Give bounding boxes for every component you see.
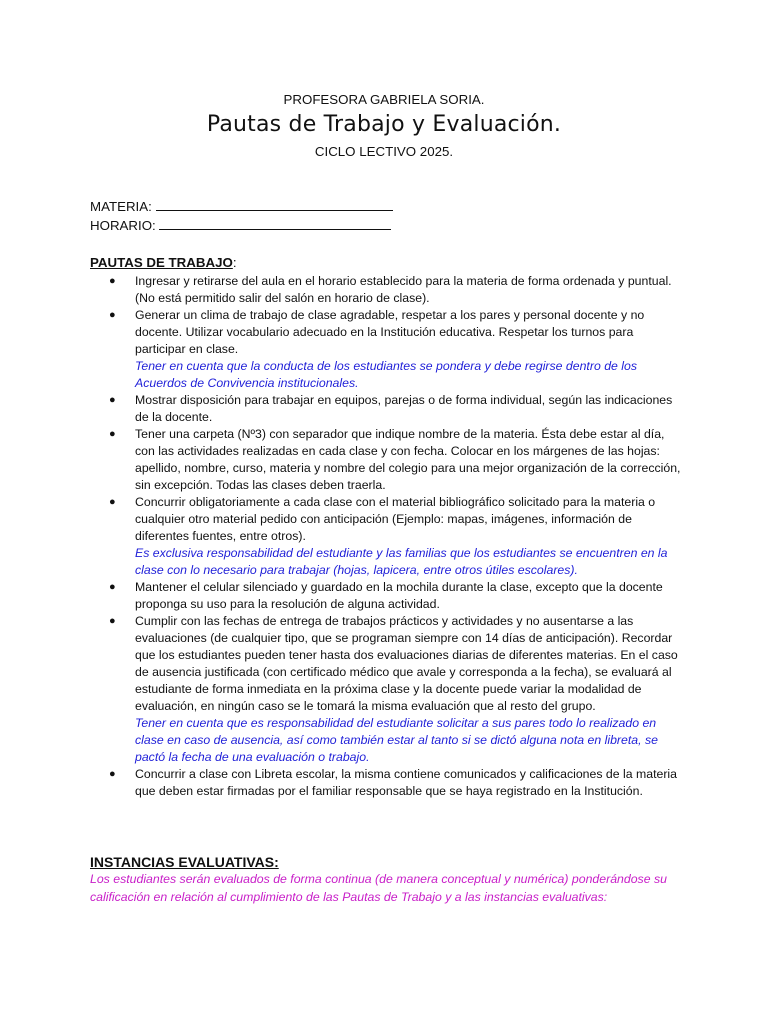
- schedule-label: HORARIO:: [90, 218, 156, 233]
- list-item-text: Concurrir a clase con Libreta escolar, la misma contiene comunicados y calificaciones de la materia que deben estar firmadas por el familiar responsable que se haya registrado en la Institución.: [135, 767, 677, 798]
- list-item: [109, 494, 684, 579]
- bullet-icon: ●: [109, 615, 116, 627]
- section-heading-colon: :: [232, 255, 237, 270]
- list-item-text: Concurrir obligatoriamente a cada clase con el material bibliográfico solicitado para la materia o cualquier otro material pedido con anticipación (Ejemplo: mapas, imágenes, información de diferentes fuentes, entre otros).: [135, 495, 656, 543]
- list-item: [109, 307, 684, 392]
- bullet-icon: ●: [109, 309, 116, 321]
- list-item-text: Mantener el celular silenciado y guardado en la mochila durante la clase, excepto que la docente proponga su uso para la resolución de alguna actividad.: [135, 580, 663, 611]
- list-item-text: Tener una carpeta (Nº3) con separador que indique nombre de la materia. Ésta debe estar al día, con las actividades realizadas en cada clase y con fecha. Colocar en los márgenes de las hojas: apellido, nombre, curso, materia y nombre del colegio para una mejor organización de la corrección, sin excepción. Todas las clases deben traerla.: [135, 427, 681, 492]
- list-item: [109, 392, 684, 426]
- document-title: Pautas de Trabajo y Evaluación.: [206, 112, 562, 137]
- work-rules-list: [109, 273, 684, 800]
- subject-blank-line: [156, 199, 393, 211]
- list-item-text: Generar un clima de trabajo de clase agradable, respetar a los pares y personal docente y no docente. Utilizar vocabulario adecuado en la Institución educativa. Respetar los turnos para participar en clase.: [135, 308, 645, 356]
- list-item-note: Tener en cuenta que la conducta de los estudiantes se pondera y debe regirse dentro de los Acuerdos de Convivencia institucionales.: [135, 359, 638, 390]
- list-item-text: Cumplir con las fechas de entrega de trabajos prácticos y actividades y no ausentarse a las evaluaciones (de cualquier tipo, que se programan siempre con 14 días de anticipación). Recordar que los estudiantes pueden tener hasta dos evaluaciones diarias de diferentes materias. En el caso de ausencia justificada (con certificado médico que avale y corresponda a la fecha), se evaluará al estudiante de forma inmediata en la próxima clase y la docente puede variar la modalidad de evaluación, en ningún caso se le tomará la misma evaluación que al resto del grupo.: [135, 614, 678, 713]
- list-item: [109, 273, 684, 307]
- list-item-note: Tener en cuenta que es responsabilidad del estudiante solicitar a sus pares todo lo realizado en clase en caso de ausencia, así como también estar al tanto si se dictó alguna nota en libreta, se pactó la fecha de una evaluación o trabajo.: [135, 716, 658, 764]
- bullet-icon: ●: [109, 581, 116, 593]
- section-heading-text: PAUTAS DE TRABAJO: [90, 255, 233, 270]
- section-heading-work-rules: [90, 255, 237, 270]
- schedule-field: [90, 218, 391, 233]
- subject-label: MATERIA:: [90, 199, 152, 214]
- teacher-name: PROFESORA GABRIELA SORIA.: [283, 92, 485, 107]
- subject-field: [90, 199, 393, 214]
- list-item: [109, 766, 684, 800]
- list-item: [109, 426, 684, 494]
- bullet-icon: ●: [109, 768, 116, 780]
- bullet-icon: ●: [109, 394, 116, 406]
- section-heading-evaluations: INSTANCIAS EVALUATIVAS:: [90, 854, 279, 870]
- list-item: [109, 579, 684, 613]
- schedule-blank-line: [159, 218, 391, 230]
- list-item-text: Mostrar disposición para trabajar en equipos, parejas o de forma individual, según las indicaciones de la docente.: [135, 393, 673, 424]
- list-item-text: Ingresar y retirarse del aula en el horario establecido para la materia de forma ordenada y puntual. (No está permitido salir del salón en horario de clase).: [135, 274, 672, 305]
- list-item-note: Es exclusiva responsabilidad del estudiante y las familias que los estudiantes se encuentren en la clase con lo necesario para trabajar (hojas, lapicera, entre otros útiles escolares).: [135, 546, 668, 577]
- school-cycle: CICLO LECTIVO 2025.: [314, 144, 454, 159]
- list-item: [109, 613, 684, 766]
- bullet-icon: ●: [109, 428, 116, 440]
- evaluation-paragraph: Los estudiantes serán evaluados de forma continua (de manera conceptual y numérica) ponderándose su calificación en relación al cumplimiento de las Pautas de Trabajo y a las instancias evaluativas:: [90, 872, 667, 904]
- bullet-icon: ●: [109, 275, 116, 287]
- bullet-icon: ●: [109, 496, 116, 508]
